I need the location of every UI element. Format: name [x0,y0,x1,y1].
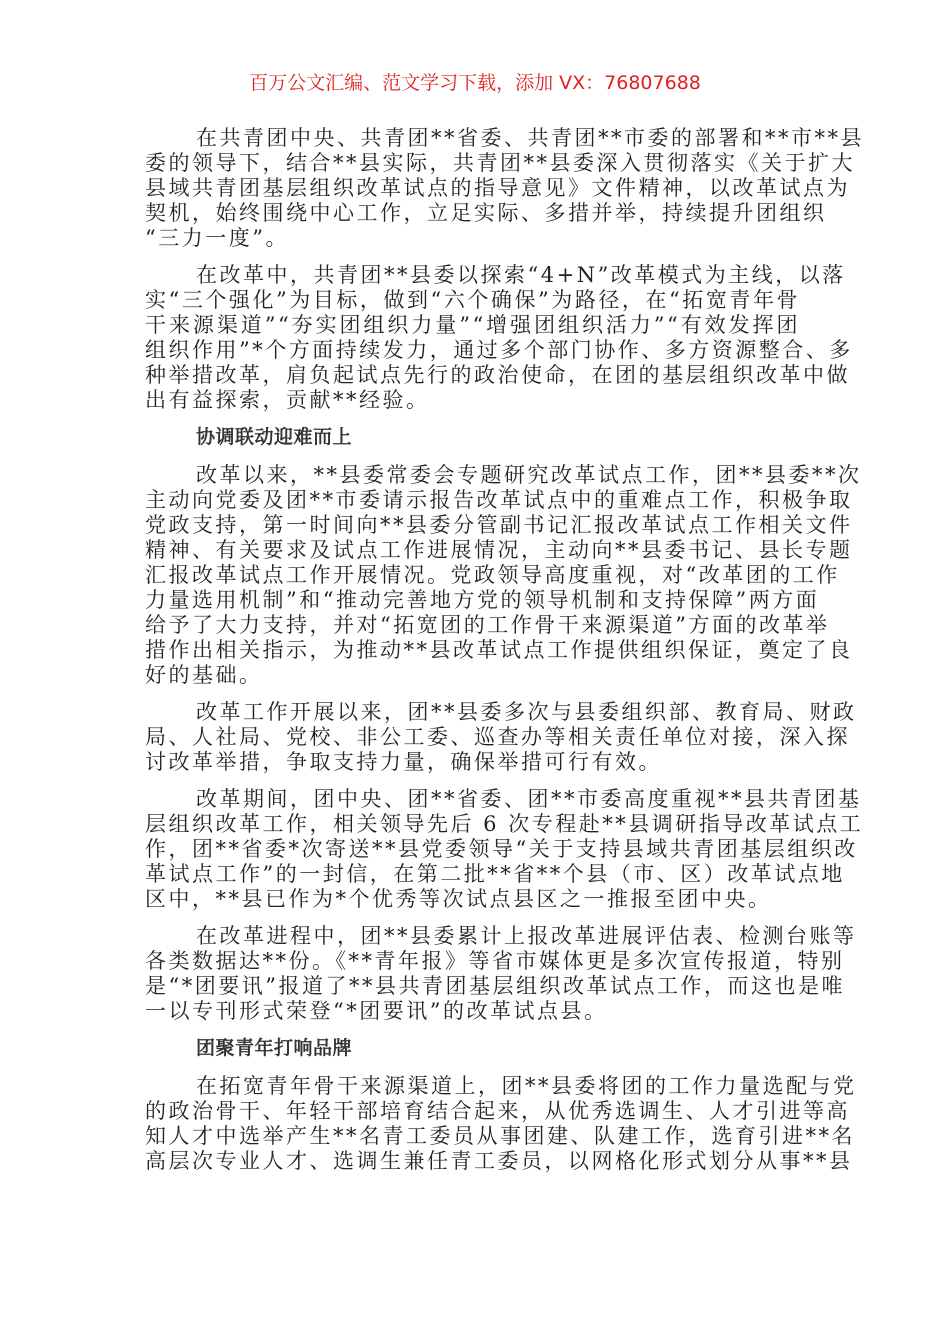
watermark-banner: 百万公文汇编、范文学习下载，添加 VX：76807688 [249,72,701,94]
text-line: 汇报改革试点工作开展情况。党政领导高度重视，对“改革团的工作 [145,563,840,587]
text-line: 力量选用机制”和“推动完善地方党的领导机制和支持保障”两方面 [145,588,820,612]
text-line: 改革以来，**县委常委会专题研究改革试点工作，团**县委**次 [196,463,862,487]
text-line: 县域共青团基层组织改革试点的指导意见》文件精神，以改革试点为 [145,176,850,200]
text-line: 革试点工作”的一封信，在第二批**省**个县（市、区）改革试点地 [145,862,845,886]
text-line: 实“三个强化”为目标，做到“六个确保”为路径，在“拓宽青年骨 [145,288,800,312]
text-line: 给予了大力支持，并对“拓宽团的工作骨干来源渠道”方面的改革举 [145,613,830,637]
text-line: 知人才中选举产生**名青工委员从事团建、队建工作，选育引进**名 [145,1124,855,1148]
text-line: 高层次专业人才、选调生兼任青工委员，以网格化形式划分从事**县 [145,1149,853,1173]
text-line: 改革期间，团中央、团**省委、团**市委高度重视**县共青团基 [196,787,862,811]
text-line: 组织作用”*个方面持续发力，通过多个部门协作、多方资源整合、多 [145,338,853,362]
paragraph [145,700,857,775]
text-line: 局、人社局、党校、非公工委、巡查办等相关责任单位对接，深入探 [145,725,850,749]
text-line: 干来源渠道”“夯实团组织力量”“增强团组织活力”“有效发挥团 [145,313,800,337]
text-line: 在改革中，共青团**县委以探索“4+N”改革模式为主线，以落 [196,263,846,287]
text-line: 的政治骨干、年轻干部培育结合起来，从优秀选调生、人才引进等高 [145,1099,850,1123]
paragraph [145,463,862,688]
text-line: 主动向党委及团**市委请示报告改革试点中的重难点工作，积极争取 [145,488,853,512]
document-body [145,126,864,1186]
paragraph [145,1074,857,1174]
text-line: 层组织改革工作，相关领导先后 6 次专程赴**县调研指导改革试点工 [145,812,864,836]
text-line: 讨改革举措，争取支持力量，确保举措可行有效。 [145,750,662,774]
text-line: 各类数据达**份。《**青年报》等省市媒体更是多次宣传报道，特别 [145,949,845,973]
text-line: 精神、有关要求及试点工作进展情况，主动向**县委书记、县长专题 [145,538,853,562]
text-line: 是“*团要讯”报道了**县共青团基层组织改革试点工作，而这也是唯 [145,974,845,998]
text-line: 一以专刊形式荣登“*团要讯”的改革试点县。 [145,999,608,1023]
section-heading: 协调联动迎难而上 [196,426,353,448]
text-line: 好的基础。 [145,663,263,687]
text-line: 在拓宽青年骨干来源渠道上，团**县委将团的工作力量选配与党 [196,1074,857,1098]
text-line: 出有益探索，贡献**经验。 [145,388,430,412]
text-line: 种举措改革，肩负起试点先行的政治使命，在团的基层组织改革中做 [145,363,850,387]
paragraph [145,924,857,1024]
text-line: “三力一度”。 [145,226,289,250]
section-heading: 团聚青年打响品牌 [196,1037,353,1059]
text-line: 区中，**县已作为*个优秀等次试点县区之一推报至团中央。 [145,887,772,911]
paragraph [145,126,864,251]
text-line: 党政支持，第一时间向**县委分管副书记汇报改革试点工作相关文件 [145,513,853,537]
text-line: 在共青团中央、共青团**省委、共青团**市委的部署和**市**县 [196,126,864,150]
paragraph [145,787,864,912]
text-line: 在改革进程中，团**县委累计上报改革进展评估表、检测台账等 [196,924,857,948]
text-line: 委的领导下，结合**县实际，共青团**县委深入贯彻落实《关于扩大 [145,151,855,175]
text-line: 措作出相关指示，为推动**县改革试点工作提供组织保证，奠定了良 [145,638,853,662]
paragraph [145,263,853,413]
text-line: 契机，始终围绕中心工作，立足实际、多措并举，持续提升团组织 [145,201,827,225]
text-line: 作，团**省委*次寄送**县党委领导“关于支持县域共青团基层组织改 [145,837,858,861]
text-line: 改革工作开展以来，团**县委多次与县委组织部、教育局、财政 [196,700,857,724]
